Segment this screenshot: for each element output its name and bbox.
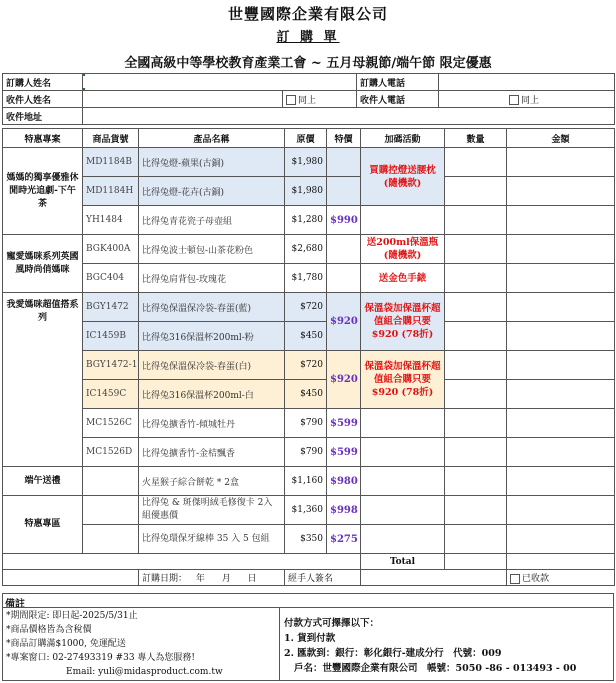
product-code: BGK400A [83, 235, 139, 264]
header-qty: 數量 [445, 129, 507, 148]
table-row [3, 438, 615, 467]
table-row [3, 293, 615, 322]
payment-title: 付款方式可擇擇以下： [284, 618, 380, 629]
amount-cell[interactable] [507, 409, 615, 438]
product-code: BGY1472 [83, 293, 139, 322]
bonus-offer: 送200ml保溫瓶(隨機款) [361, 235, 445, 264]
table-row [3, 148, 615, 177]
quantity-input[interactable] [445, 235, 507, 264]
table-row [3, 264, 615, 293]
product-code [83, 467, 139, 496]
product-name: 比得兔擴香竹-金桔飄香 [139, 438, 285, 467]
quantity-input[interactable] [445, 322, 507, 351]
header-bonus: 加碼活動 [361, 129, 445, 148]
quantity-input[interactable] [445, 496, 507, 525]
header-code: 商品貨號 [83, 129, 139, 148]
table-row [3, 351, 615, 380]
product-price: $790 [285, 438, 327, 467]
product-code: IC1459B [83, 322, 139, 351]
table-row [3, 380, 615, 409]
receiver-name-input[interactable] [83, 91, 283, 108]
amount-cell[interactable] [507, 467, 615, 496]
special-price: $275 [327, 525, 361, 554]
note-item: *專案窗口: 02-27493319 #33 專人為您服務! [6, 653, 196, 663]
product-price: $450 [285, 380, 327, 409]
product-price: $1,160 [285, 467, 327, 496]
category-label: 我愛媽咪超值搭系列 [3, 293, 83, 467]
customer-info-table [2, 73, 615, 125]
payment-info [284, 616, 614, 676]
total-qty[interactable] [445, 554, 507, 570]
quantity-input[interactable] [445, 467, 507, 496]
product-name: 比得兔保溫保冷袋-春蛋(藍) [139, 293, 285, 322]
product-price: $350 [285, 525, 327, 554]
header-promo: 特惠專案 [3, 129, 83, 148]
signature-row [3, 570, 615, 586]
product-price: $450 [285, 322, 327, 351]
product-code: IC1459C [83, 380, 139, 409]
amount-cell[interactable] [507, 380, 615, 409]
handler-signature-label: 經手人簽名 [285, 570, 361, 586]
product-code: BGY1472-1 [83, 351, 139, 380]
header-special: 特價 [327, 129, 361, 148]
product-name: 比得兔燈-蘋果(古銅) [139, 148, 285, 177]
bonus-offer: 保溫袋加保溫杯超值組合購只要 $920 (78折) [361, 351, 445, 409]
product-code: MD1184H [83, 177, 139, 206]
quantity-input[interactable] [445, 380, 507, 409]
receiver-same-checkbox[interactable]: 同上 [283, 91, 357, 108]
notes-title: 備註 [5, 599, 25, 610]
receiver-address-input[interactable] [83, 108, 615, 125]
received-checkbox[interactable]: 已收款 [507, 570, 615, 586]
product-table [2, 128, 615, 586]
category-label: 寵愛媽咪系列英國風時尚俏媽咪 [3, 235, 83, 293]
total-amount[interactable] [507, 554, 615, 570]
category-label: 特惠專區 [3, 496, 83, 554]
receiver-phone-label: 收件人電話 [357, 91, 439, 108]
quantity-input[interactable] [445, 177, 507, 206]
bonus-offer: 保溫袋加保溫杯超值組合購只要 $920 (78折) [361, 293, 445, 351]
product-code: MC1526D [83, 438, 139, 467]
product-name: 比得兔波士頓包-山茶花粉色 [139, 235, 285, 264]
receiver-address-label: 收件地址 [3, 108, 83, 125]
orderer-name-input[interactable] [83, 74, 357, 91]
quantity-input[interactable] [445, 409, 507, 438]
product-name: 比得兔肩背包-玫瑰花 [139, 264, 285, 293]
orderer-phone-input[interactable] [439, 74, 615, 91]
total-row [3, 554, 615, 570]
quantity-input[interactable] [445, 438, 507, 467]
product-name: 比得兔316保溫杯200ml-白 [139, 380, 285, 409]
product-price: $720 [285, 293, 327, 322]
bonus-offer: 送金色手錶 [361, 264, 445, 293]
quantity-input[interactable] [445, 206, 507, 235]
product-code: BGC404 [83, 264, 139, 293]
amount-cell[interactable] [507, 293, 615, 322]
handler-signature-input[interactable] [361, 570, 507, 586]
table-row [3, 525, 615, 554]
payment-transfer: 2. 匯款到：銀行：彰化銀行-建成分行 代號：009 [284, 648, 502, 659]
amount-cell[interactable] [507, 264, 615, 293]
table-row [3, 467, 615, 496]
table-row [3, 177, 615, 206]
table-row [3, 496, 615, 525]
special-price: $920 [327, 293, 361, 351]
notes-list [6, 609, 276, 679]
product-name: 比得兔保溫保冷袋-春蛋(白) [139, 351, 285, 380]
amount-cell[interactable] [507, 206, 615, 235]
product-name: 比得兔 & 斑傑明絨毛修復卡 2入組優惠價 [139, 496, 285, 525]
note-item: *商品價格皆為含稅價 [6, 625, 92, 635]
header-amount: 金額 [507, 129, 615, 148]
category-label: 媽媽的獨享優雅休閒時光追劇-下午茶 [3, 148, 83, 235]
order-date-label: 訂購日期： [142, 574, 188, 584]
quantity-input[interactable] [445, 264, 507, 293]
amount-cell[interactable] [507, 351, 615, 380]
promotion-banner: 全國高級中等學校教育產業工會 ~ 五月母親節/端午節 限定優惠 [124, 56, 492, 71]
special-price: $998 [327, 496, 361, 525]
product-price: $2,680 [285, 235, 327, 264]
product-price: $790 [285, 409, 327, 438]
bonus-offer: 買購控燈送腰枕(隨機款) [361, 148, 445, 206]
product-name: 火星猴子綜合餅乾 * 2盒 [139, 467, 285, 496]
product-name: 比得兔燈-花卉(古銅) [139, 177, 285, 206]
special-price: $599 [327, 409, 361, 438]
table-row [3, 206, 615, 235]
product-code [83, 525, 139, 554]
product-code [83, 496, 139, 525]
product-price: $1,780 [285, 264, 327, 293]
product-price: $1,980 [285, 148, 327, 177]
amount-cell[interactable] [507, 496, 615, 525]
amount-cell[interactable] [507, 148, 615, 177]
amount-cell[interactable] [507, 235, 615, 264]
product-price: $1,360 [285, 496, 327, 525]
product-name: 比得兔環保牙線棒 35 入 5 包組 [139, 525, 285, 554]
note-item: *期間限定: 即日起-2025/5/31止 [6, 611, 138, 621]
quantity-input[interactable] [445, 148, 507, 177]
product-code: MD1184B [83, 148, 139, 177]
special-price: $599 [327, 438, 361, 467]
category-label: 端午送禮 [3, 467, 83, 496]
note-email: Email: yuli@midasproduct.com.tw [66, 667, 223, 677]
amount-cell[interactable] [507, 322, 615, 351]
special-price: $980 [327, 467, 361, 496]
total-label: Total [361, 554, 445, 570]
quantity-input[interactable] [445, 525, 507, 554]
orderer-phone-label: 訂購人電話 [357, 74, 439, 91]
payment-cod: 1. 貨到付款 [284, 633, 336, 644]
product-code: MC1526C [83, 409, 139, 438]
quantity-input[interactable] [445, 293, 507, 322]
amount-cell[interactable] [507, 438, 615, 467]
orderer-name-label: 訂購人姓名 [3, 74, 83, 91]
note-item: *商品訂購滿$1000, 免運配送 [6, 639, 126, 649]
header-name: 產品名稱 [139, 129, 285, 148]
payment-account: 戶名：世豐國際企業有限公司 帳號：5050 -86 - 013493 - 00 [294, 663, 577, 674]
header-price: 原價 [285, 129, 327, 148]
special-price: $920 [327, 351, 361, 409]
table-row [3, 409, 615, 438]
amount-cell[interactable] [507, 525, 615, 554]
product-price: $1,280 [285, 206, 327, 235]
product-name: 比得兔316保溫杯200ml-粉 [139, 322, 285, 351]
product-name: 比得兔擴香竹-傾城牡丹 [139, 409, 285, 438]
product-name: 比得兔青花瓷子母壺組 [139, 206, 285, 235]
receiver-phone-same-checkbox[interactable]: 同上 [439, 91, 615, 108]
amount-cell[interactable] [507, 177, 615, 206]
product-price: $720 [285, 351, 327, 380]
special-price: $990 [327, 206, 361, 235]
table-row [3, 322, 615, 351]
receiver-name-label: 收件人姓名 [3, 91, 83, 108]
product-code: YH1484 [83, 206, 139, 235]
product-price: $1,980 [285, 177, 327, 206]
notes-section [2, 593, 614, 681]
company-name: 世豐國際企業有限公司 [227, 5, 388, 23]
form-title: 訂 購 單 [276, 30, 340, 45]
order-date-field[interactable]: 訂購日期： 年 月 日 [139, 570, 285, 586]
table-row [3, 235, 615, 264]
quantity-input[interactable] [445, 351, 507, 380]
